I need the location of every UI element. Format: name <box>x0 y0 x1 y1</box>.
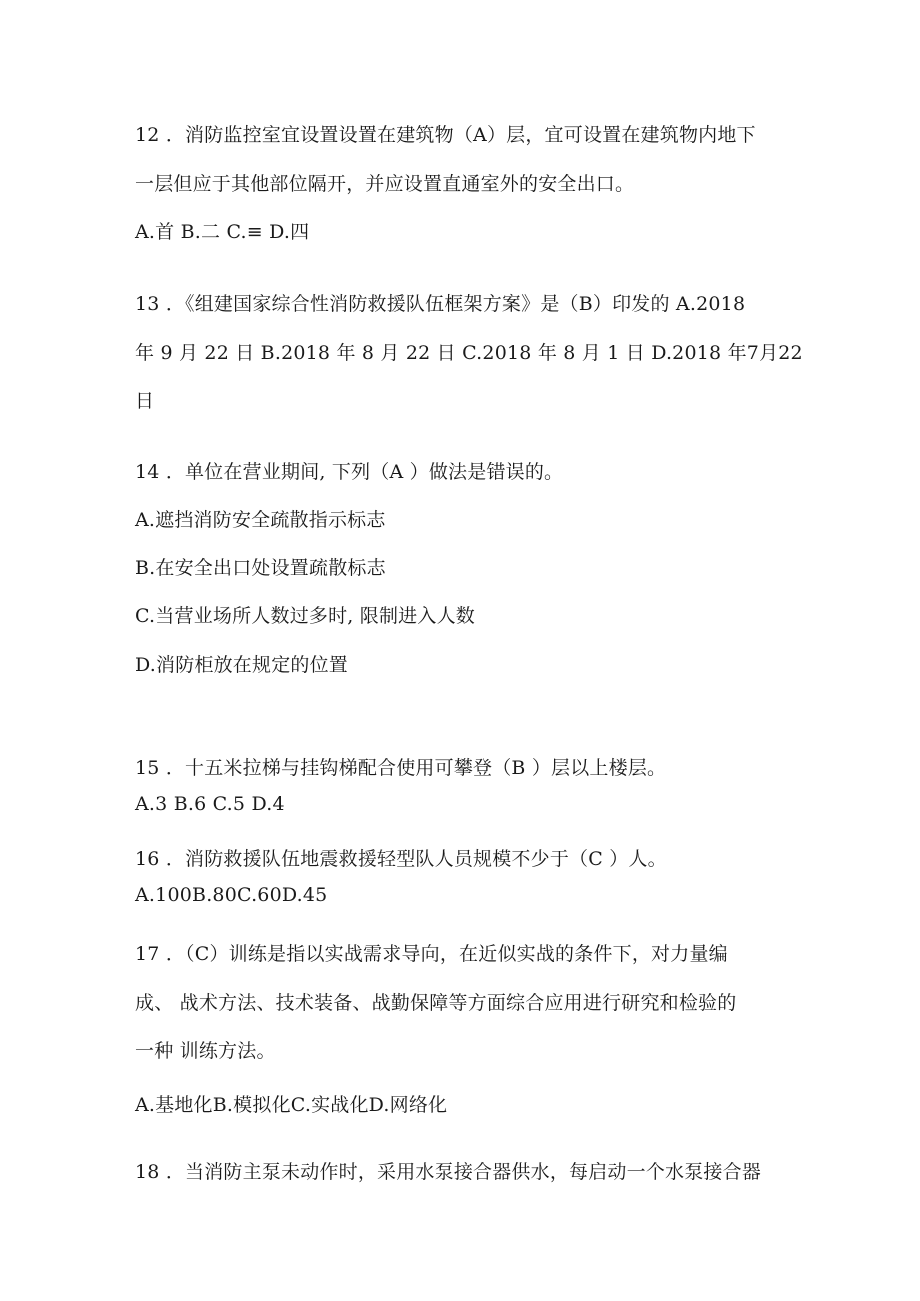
question-17-options: A.基地化B.模拟化C.实战化D.网络化 <box>135 1094 448 1116</box>
question-16-line-1: 16 ．消防救援队伍地震救援轻型队人员规模不少于（C ）人。 <box>135 848 667 870</box>
question-14-option-a: A.遮挡消防安全疏散指示标志 <box>135 509 386 531</box>
question-12-line-2: 一层但应于其他部位隔开，并应设置直通室外的安全出口。 <box>135 173 635 195</box>
question-15-options: A.3 B.6 C.5 D.4 <box>135 793 285 815</box>
question-15-line-1: 15 ．十五米拉梯与挂钩梯配合使用可攀登（B ）层以上楼层。 <box>135 757 667 779</box>
question-14-line-1: 14 ．单位在营业期间, 下列（A ）做法是错误的。 <box>135 461 564 483</box>
question-13-line-2: 年 9 月 22 日 B.2018 年 8 月 22 日 C.2018 年 8 月 1 日 D.2018 年7月22 <box>135 342 803 364</box>
question-17-line-3: 一种 训练方法。 <box>135 1040 276 1062</box>
question-17-line-2: 成、 战术方法、技术装备、战勤保障等方面综合应用进行研究和检验的 <box>135 992 737 1014</box>
question-13-line-1: 13 ．《组建国家综合性消防救援队伍框架方案》是（B）印发的 A.2018 <box>135 293 746 315</box>
question-16-options: A.100B.80C.60D.45 <box>135 884 328 906</box>
question-14-option-c: C.当营业场所人数过多时, 限制进入人数 <box>135 605 475 627</box>
question-18-line-1: 18 ．当消防主泵未动作时，采用水泵接合器供水，每启动一个水泵接合器 <box>135 1161 762 1183</box>
question-12-options: A.首 B.二 C.≡ D.四 <box>135 221 310 243</box>
question-12-line-1: 12 ．消防监控室宜设置设置在建筑物（A）层，宜可设置在建筑物内地下 <box>135 124 756 146</box>
question-17-line-1: 17 ．（C）训练是指以实战需求导向，在近似实战的条件下，对力量编 <box>135 943 728 965</box>
question-14-option-d: D.消防柜放在规定的位置 <box>135 654 348 676</box>
question-13-line-3: 日 <box>135 390 155 412</box>
question-14-option-b: B.在安全出口处设置疏散标志 <box>135 557 386 579</box>
